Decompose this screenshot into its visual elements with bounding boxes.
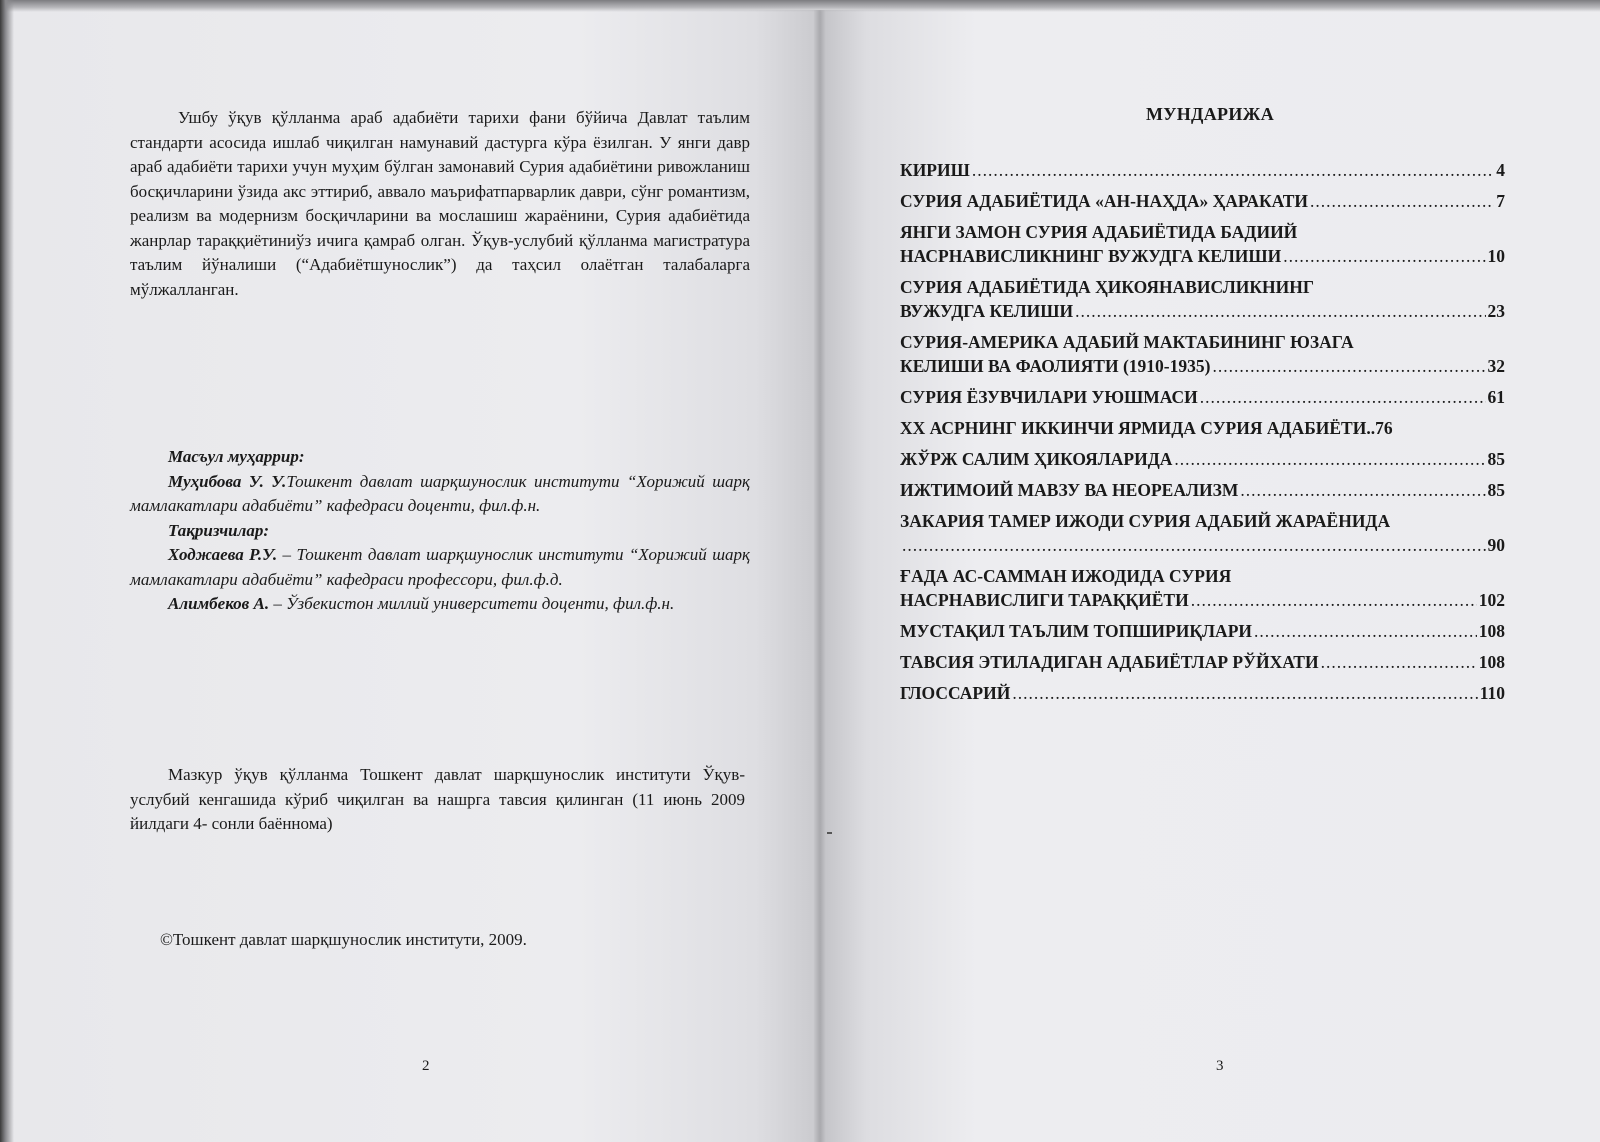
approval-note: Мазкур ўқув қўлланма Тошкент давлат шарқшунослик институти Ўқув-услубий кенгашида кўриб чиқилган ва нашрга тавсия қилинган (11 июнь 2009 йилдаги 4- сонли баённома) [130, 765, 745, 833]
toc-entry-title: НАСРНАВИСЛИГИ ТАРАҚҚИЁТИ [900, 590, 1189, 610]
toc-entry[interactable] [900, 158, 1505, 182]
toc-entry-title: МУСТАҚИЛ ТАЪЛИМ ТОПШИРИҚЛАРИ [900, 621, 1252, 641]
toc-entry-title: ИЖТИМОИЙ МАВЗУ ВА НЕОРЕАЛИЗМ [900, 480, 1239, 500]
toc-entry-page: 90 [1487, 535, 1505, 555]
table-of-contents [900, 158, 1505, 712]
toc-entry[interactable] [900, 416, 1505, 440]
toc-entry-title: ВУЖУДГА КЕЛИШИ [900, 301, 1074, 321]
toc-entry-title: КИРИШ [900, 160, 970, 180]
reviewer-entry-2 [130, 592, 750, 617]
toc-entry-page: 85 [1487, 449, 1505, 469]
toc-entry-title: НАСРНАВИСЛИКНИНГ ВУЖУДГА КЕЛИШИ [900, 246, 1282, 266]
toc-line [900, 189, 1505, 213]
toc-line [900, 533, 1505, 557]
reviewers-heading: Тақризчилар: [168, 520, 270, 540]
toc-entry-page: 32 [1487, 356, 1505, 376]
toc-entry[interactable] [900, 447, 1505, 471]
toc-entry[interactable] [900, 220, 1505, 268]
toc-entry[interactable] [900, 275, 1505, 323]
toc-line [900, 447, 1505, 471]
toc-leader-dots [1174, 447, 1485, 471]
scan-top-shadow [0, 0, 1600, 12]
toc-entry-title-first-line: ЗАКАРИЯ ТАМЕР ИЖОДИ СУРИЯ АДАБИЙ ЖАРАЁНИДА [900, 511, 1391, 531]
toc-line [900, 385, 1505, 409]
toc-entry-page: 23 [1487, 301, 1505, 321]
toc-leader-dots [1254, 619, 1477, 643]
toc-leader-dots [1191, 588, 1477, 612]
toc-entry[interactable] [900, 509, 1505, 557]
toc-entry-title: СУРИЯ ЁЗУВЧИЛАРИ УЮШМАСИ [900, 387, 1198, 407]
toc-entry-page: 10 [1487, 246, 1505, 266]
toc-entry-title-first-line: СУРИЯ АДАБИЁТИДА ҲИКОЯНАВИСЛИКНИНГ [900, 277, 1315, 297]
toc-entry-page: 108 [1478, 621, 1505, 641]
toc-line [900, 244, 1505, 268]
toc-line [900, 650, 1505, 674]
toc-entry-title-first-line: ҒАДА АС-САММАН ИЖОДИДА СУРИЯ [900, 566, 1232, 586]
toc-leader-dots [1240, 478, 1485, 502]
toc-entry-title: ГЛОССАРИЙ [900, 683, 1011, 703]
toc-leader-dots [1212, 354, 1485, 378]
editorial-credits [130, 445, 750, 617]
toc-line [900, 158, 1505, 182]
toc-line [900, 299, 1505, 323]
reviewer-description-2: – Ўзбекистон миллий университети доценти, фил.ф.н. [269, 594, 675, 613]
toc-entry[interactable] [900, 619, 1505, 643]
toc-line [900, 416, 1505, 440]
toc-entry-title: ЖЎРЖ САЛИМ ҲИКОЯЛАРИДА [900, 449, 1173, 469]
toc-line [900, 681, 1505, 705]
toc-entry-title: КЕЛИШИ ВА ФАОЛИЯТИ (1910-1935) [900, 356, 1211, 376]
scan-left-edge [0, 0, 14, 1142]
toc-entry[interactable] [900, 330, 1505, 378]
reviewer-name-1: Ходжаева Р.У. [168, 545, 278, 564]
toc-line [900, 478, 1505, 502]
editor-name: Муҳибова У. У. [168, 471, 287, 491]
toc-entry[interactable] [900, 681, 1505, 705]
reviewer-entry-1 [130, 543, 750, 592]
toc-leader-dots [972, 158, 1494, 182]
toc-entry[interactable] [900, 478, 1505, 502]
toc-entry-page: 102 [1478, 590, 1505, 610]
toc-entry-page: 61 [1487, 387, 1505, 407]
toc-leader-dots [1200, 385, 1486, 409]
toc-entry[interactable] [900, 650, 1505, 674]
copyright-line: ©Тошкент давлат шарқшунослик институти, 2009. [160, 930, 527, 949]
toc-entry-title: ТАВСИЯ ЭТИЛАДИГАН АДАБИЁТЛАР РЎЙХАТИ [900, 652, 1319, 672]
editor-heading: Масъул муҳаррир: [168, 447, 305, 466]
toc-entry-page: 76 [1375, 418, 1393, 438]
page-number-left: 2 [422, 1058, 430, 1074]
toc-entry-page: 7 [1496, 191, 1505, 211]
toc-leader-dots [1283, 244, 1485, 268]
toc-leader-dots [1321, 650, 1477, 674]
toc-entry[interactable] [900, 564, 1505, 612]
toc-entry-page: 108 [1478, 652, 1505, 672]
toc-line [900, 619, 1505, 643]
toc-leader-dots [1310, 189, 1494, 213]
toc-title: МУНДАРИЖА [1145, 104, 1275, 124]
toc-entry[interactable] [900, 385, 1505, 409]
editor-entry [130, 470, 750, 519]
toc-line [900, 588, 1505, 612]
toc-leader-dots [1075, 299, 1485, 323]
toc-entry-page: 4 [1496, 160, 1505, 180]
toc-leader-dots [1012, 681, 1477, 705]
annotation-paragraph: Ушбу ўқув қўлланма араб адабиёти тарихи фани бўйича Давлат таълим стандарти асосида ишлаб чиқилган намунавий дастурга кўра ёзилган. У янги давр араб адабиёти тарихи учун муҳим бўлган замонавий Сурия адабиётини ривожланиш босқичларини ўзида акс эттириб, аввало маърифатпарварлик даври, сўнг романтизм, реализм ва модернизм босқичларини ва мослашиш жараёнини, Сурия адабиётида жанрлар тараққиётиниўз ичига қамраб олган. Ўқув-услубий қўлланма магистратура таълим йўналиши (“Адабиётшунослик”) да таҳсил олаётган талабаларга мўлжалланган. [130, 108, 750, 299]
page-number-right: 3 [1216, 1058, 1224, 1074]
toc-entry-title-first-line: ЯНГИ ЗАМОН СУРИЯ АДАБИЁТИДА БАДИИЙ [900, 222, 1298, 242]
toc-entry-title-first-line: СУРИЯ-АМЕРИКА АДАБИЙ МАКТАБИНИНГ ЮЗАГА [900, 332, 1354, 352]
editor-description: Тошкент давлат шарқшунослик институти “Хорижий шарқ мамлакатлари адабиёти” кафедраси доценти, фил.ф.н. [130, 471, 751, 515]
toc-line [900, 354, 1505, 378]
toc-entry-page: 110 [1479, 683, 1505, 703]
reviewer-name-2: Алимбеков А. [168, 594, 270, 613]
toc-entry-title: СУРИЯ АДАБИЁТИДА «АН-НАҲДА» ҲАРАКАТИ [900, 191, 1309, 211]
toc-entry-page: 85 [1487, 480, 1505, 500]
toc-leader-dots [902, 533, 1486, 557]
toc-entry-title: XX АСРНИНГ ИККИНЧИ ЯРМИДА СУРИЯ АДАБИЁТИ.. [900, 418, 1376, 438]
book-gutter [814, 10, 826, 1142]
scan-speck [827, 832, 832, 834]
reviewer-description-1: – Тошкент давлат шарқшунослик институти “Хорижий шарқ мамлакатлари адабиёти” кафедраси профессори, фил.ф.д. [130, 545, 750, 589]
toc-entry[interactable] [900, 189, 1505, 213]
